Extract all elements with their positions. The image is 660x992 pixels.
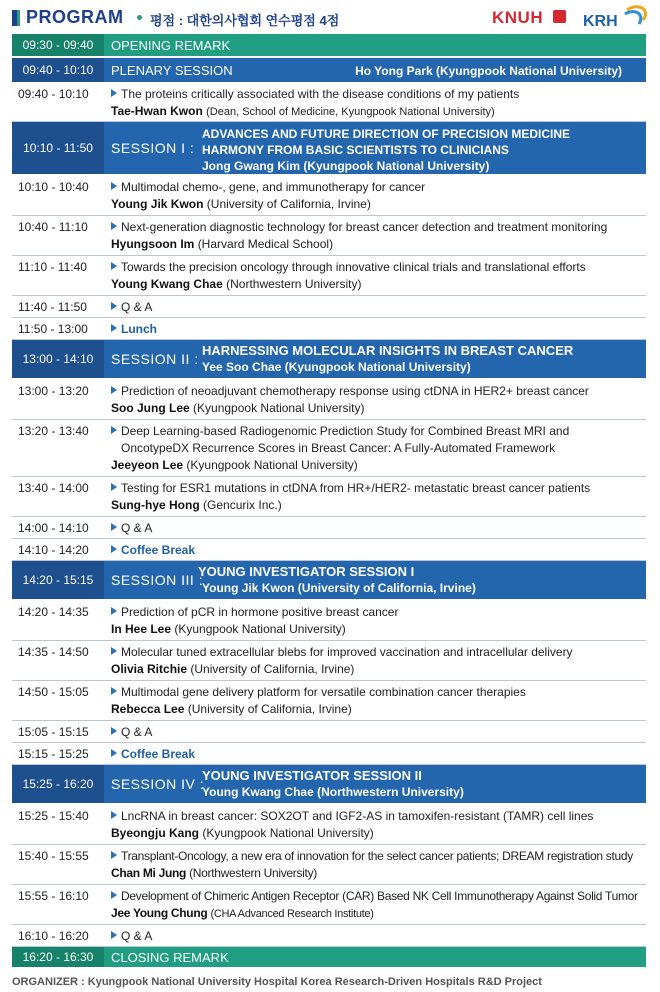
- bullet-dot-icon: [137, 15, 142, 20]
- talk-row: [12, 885, 646, 925]
- talk-content: [111, 86, 644, 121]
- talk-content: [111, 888, 644, 923]
- qa-content: [111, 928, 644, 945]
- session-3-chair: Young Jik Kwon (University of California, Irvine): [202, 581, 476, 595]
- speaker-name: Hyungsoon Im: [111, 237, 195, 251]
- speaker-name: Jeeyeon Lee: [111, 458, 184, 472]
- closing-time: 16:20 - 16:30: [12, 947, 104, 967]
- speaker-affiliation: (Gencurix Inc.): [203, 498, 282, 512]
- qa-time: 11:40 - 11:50: [18, 300, 87, 314]
- program-schedule: [12, 34, 646, 969]
- talk-title-line-2: OncotypeDX Recurrence Scores in Breast Cancer: A Fully-Automated Framework: [121, 441, 556, 455]
- speaker-affiliation: (Northwestern University): [226, 277, 362, 291]
- page-subtitle: 평점 : 대한의사협회 연수평점 4점: [150, 13, 340, 28]
- speaker-affiliation: (Kyungpook National University): [193, 401, 365, 415]
- break-content: [111, 542, 644, 559]
- arrow-icon: [111, 851, 117, 859]
- session-2-chair: Yee Soo Chae (Kyungpook National University): [202, 360, 471, 374]
- session-1-label: SESSION I :: [111, 140, 195, 156]
- break-time: 15:15 - 15:25: [18, 747, 89, 761]
- session-3-band: [12, 561, 646, 601]
- opening-remark-band: [12, 34, 646, 58]
- talk-title: Transplant-Oncology, a new era of innovation for the select cancer patients; DREAM registration study: [121, 849, 633, 863]
- talk-row: [12, 477, 646, 517]
- break-label: Coffee Break: [121, 543, 196, 557]
- talk-content: [111, 808, 644, 842]
- arrow-icon: [111, 545, 117, 553]
- session-1-title-line-1: ADVANCES AND FUTURE DIRECTION OF PRECISION MEDICINE: [202, 127, 571, 141]
- arrow-icon: [111, 607, 117, 615]
- talk-content: [111, 423, 644, 474]
- qa-content: [111, 724, 644, 741]
- session-4-title-text: YOUNG INVESTIGATOR SESSION II: [202, 768, 422, 783]
- qa-content: [111, 299, 644, 316]
- qa-row: [12, 721, 646, 743]
- talk-time: 15:55 - 16:10: [18, 889, 89, 903]
- talk-time: 10:40 - 11:10: [18, 220, 88, 234]
- qa-row: [12, 925, 646, 947]
- session-4-title: [202, 768, 464, 800]
- session-4-band: [12, 765, 646, 805]
- qa-content: [111, 520, 644, 537]
- talk-title: Testing for ESR1 mutations in ctDNA from HR+/HER2- metastatic breast cancer patients: [121, 481, 591, 495]
- talk-content: [111, 383, 644, 417]
- page-header: [0, 0, 660, 34]
- knuh-logo: KNUH: [492, 8, 544, 27]
- talk-title: Development of Chimeric Antigen Receptor (CAR) Based NK Cell Immunotherapy Against Solid Tumor: [121, 889, 638, 903]
- session-2-band: [12, 340, 646, 380]
- talk-row: [12, 176, 646, 216]
- talk-content: [111, 259, 644, 293]
- talk-title: LncRNA in breast cancer: SOX2OT and IGF2-AS in tamoxifen-resistant (TAMR) cell lines: [121, 809, 594, 823]
- arrow-icon: [111, 811, 117, 819]
- lunch-content: [111, 321, 644, 338]
- closing-title: CLOSING REMARK: [111, 950, 229, 965]
- opening-title: OPENING REMARK: [111, 38, 231, 53]
- lunch-time: 11:50 - 13:00: [18, 322, 88, 336]
- krh-logo: [581, 4, 651, 32]
- talk-row: [12, 256, 646, 296]
- talk-title: Prediction of pCR in hormone positive breast cancer: [121, 605, 399, 619]
- session-1-band: [12, 122, 646, 176]
- arrow-icon: [111, 302, 117, 310]
- arrow-icon: [111, 749, 117, 757]
- talk-title: Multimodal chemo-, gene, and immunotherapy for cancer: [121, 180, 426, 194]
- talk-title: Towards the precision oncology through innovative clinical trials and translational efforts: [121, 260, 586, 274]
- qa-time: 15:05 - 15:15: [18, 725, 89, 739]
- speaker-affiliation: (Kyungpook National University): [202, 826, 374, 840]
- arrow-icon: [111, 262, 117, 270]
- plenary-title: PLENARY SESSION: [111, 63, 233, 78]
- arrow-icon: [111, 523, 117, 531]
- arrow-icon: [111, 324, 117, 332]
- arrow-icon: [111, 931, 117, 939]
- lunch-label: Lunch: [121, 322, 157, 336]
- talk-content: [111, 219, 644, 253]
- session-3-label: SESSION III :: [111, 572, 204, 588]
- arrow-icon: [111, 727, 117, 735]
- arrow-icon: [111, 386, 117, 394]
- coffee-break-row: [12, 743, 646, 765]
- talk-title-line-1: Deep Learning-based Radiogenomic Prediction Study for Combined Breast MRI and: [121, 424, 570, 438]
- speaker-name: In Hee Lee: [111, 622, 172, 636]
- qa-row: [12, 296, 646, 318]
- qa-label: Q & A: [121, 521, 153, 535]
- qa-row: [12, 517, 646, 539]
- talk-time: 11:10 - 11:40: [18, 260, 87, 274]
- talk-time: 15:40 - 15:55: [18, 849, 89, 863]
- qa-time: 16:10 - 16:20: [18, 929, 89, 943]
- session-4-label: SESSION IV :: [111, 776, 205, 792]
- talk-row: [12, 420, 646, 477]
- plenary-time: 09:40 - 10:10: [12, 58, 104, 82]
- talk-time: 13:20 - 13:40: [18, 424, 89, 438]
- talk-content: [111, 848, 644, 882]
- arrow-icon: [111, 426, 117, 434]
- session-4-time: 15:25 - 16:20: [12, 765, 104, 803]
- qa-label: Q & A: [121, 300, 153, 314]
- talk-row: [12, 601, 646, 641]
- qa-label: Q & A: [121, 929, 153, 943]
- talk-row: [12, 216, 646, 256]
- talk-row: [12, 845, 646, 885]
- arrow-icon: [111, 483, 117, 491]
- talk-content: [111, 480, 644, 514]
- talk-time: 13:40 - 14:00: [18, 481, 89, 495]
- speaker-name: Rebecca Lee: [111, 702, 185, 716]
- arrow-icon: [111, 891, 117, 899]
- speaker-name: Jee Young Chung: [111, 906, 208, 920]
- speaker-affiliation: (Kyungpook National University): [174, 622, 346, 636]
- talk-time: 14:50 - 15:05: [18, 685, 89, 699]
- speaker-affiliation: (CHA Advanced Research Institute): [210, 908, 374, 920]
- talk-time: 14:35 - 14:50: [18, 645, 89, 659]
- speaker-affiliation: (Kyungpook National University): [186, 458, 358, 472]
- speaker-name: Olivia Ritchie: [111, 662, 188, 676]
- session-1-chair: Jong Gwang Kim (Kyungpook National University): [202, 159, 490, 173]
- krh-logo-text: KRH: [583, 13, 618, 30]
- session-1-title: [202, 126, 570, 174]
- arrow-icon: [111, 89, 117, 97]
- session-2-title: [202, 343, 573, 375]
- session-3-title: [198, 564, 476, 596]
- talk-title: Prediction of neoadjuvant chemotherapy response using ctDNA in HER2+ breast cancer: [121, 384, 589, 398]
- arrow-icon: [111, 647, 117, 655]
- session-1-title-line-2: HARMONY FROM BASIC SCIENTISTS TO CLINICIANS: [202, 143, 509, 157]
- talk-content: [111, 644, 644, 678]
- title-marker-accent: [17, 10, 20, 26]
- talk-row: [12, 681, 646, 721]
- break-time: 14:10 - 14:20: [18, 543, 89, 557]
- talk-time: 14:20 - 14:35: [18, 605, 89, 619]
- speaker-name: Soo Jung Lee: [111, 401, 190, 415]
- coffee-break-row: [12, 539, 646, 561]
- speaker-affiliation: (Harvard Medical School): [197, 237, 334, 251]
- talk-row: [12, 641, 646, 681]
- session-4-chair: Young Kwang Chae (Northwestern University): [202, 785, 464, 799]
- talk-title: The proteins critically associated with the disease conditions of my patients: [121, 87, 520, 101]
- lunch-row: [12, 318, 646, 340]
- break-content: [111, 746, 644, 763]
- speaker-affiliation: (University of California, Irvine): [187, 702, 352, 716]
- speaker-name: Young Jik Kwon: [111, 197, 204, 211]
- talk-time: 15:25 - 15:40: [18, 809, 89, 823]
- talk-content: [111, 179, 644, 213]
- knuh-seal-icon: [553, 10, 566, 23]
- organizer-footer: ORGANIZER : Kyungpook National University Hospital Korea Research-Driven Hospitals R&D Project: [12, 976, 542, 988]
- talk-content: [111, 684, 644, 718]
- talk-title: Next-generation diagnostic technology for breast cancer detection and treatment monitoring: [121, 220, 608, 234]
- session-2-title-text: HARNESSING MOLECULAR INSIGHTS IN BREAST CANCER: [202, 343, 574, 358]
- page-title: PROGRAM: [26, 7, 124, 27]
- closing-remark-band: [12, 947, 646, 969]
- talk-row: [12, 84, 646, 122]
- talk-time: 13:00 - 13:20: [18, 384, 89, 398]
- speaker-affiliation: (University of California, Irvine): [190, 662, 355, 676]
- plenary-chair: Ho Yong Park (Kyungpook National University): [355, 64, 622, 78]
- talk-title: Multimodal gene delivery platform for versatile combination cancer therapies: [121, 685, 526, 699]
- arrow-icon: [111, 182, 117, 190]
- speaker-name: Chan Mi Jung: [111, 866, 187, 880]
- break-label: Coffee Break: [121, 747, 196, 761]
- talk-title: Molecular tuned extracellular blebs for improved vaccination and intracellular delivery: [121, 645, 573, 659]
- speaker-affiliation: (Dean, School of Medicine, Kyungpook National University): [206, 106, 495, 118]
- qa-label: Q & A: [121, 725, 153, 739]
- session-2-label: SESSION II :: [111, 351, 199, 367]
- talk-time: 10:10 - 10:40: [18, 180, 89, 194]
- speaker-affiliation: (University of California, Irvine): [206, 197, 371, 211]
- talk-time: 09:40 - 10:10: [18, 87, 89, 101]
- plenary-session-band: [12, 58, 646, 84]
- speaker-name: Sung-hye Hong: [111, 498, 200, 512]
- session-3-time: 14:20 - 15:15: [12, 561, 104, 599]
- speaker-name: Young Kwang Chae: [111, 277, 223, 291]
- talk-content: [111, 604, 644, 638]
- talk-row: [12, 380, 646, 420]
- arrow-icon: [111, 222, 117, 230]
- qa-time: 14:00 - 14:10: [18, 521, 89, 535]
- speaker-name: Tae-Hwan Kwon: [111, 104, 203, 118]
- talk-row: [12, 805, 646, 845]
- speaker-affiliation: (Northwestern University): [189, 866, 317, 880]
- session-3-title-text: YOUNG INVESTIGATOR SESSION I: [198, 564, 415, 579]
- session-1-time: 10:10 - 11:50: [12, 122, 104, 174]
- session-2-time: 13:00 - 14:10: [12, 340, 104, 378]
- opening-time: 09:30 - 09:40: [12, 34, 104, 56]
- speaker-name: Byeongju Kang: [111, 826, 200, 840]
- arrow-icon: [111, 687, 117, 695]
